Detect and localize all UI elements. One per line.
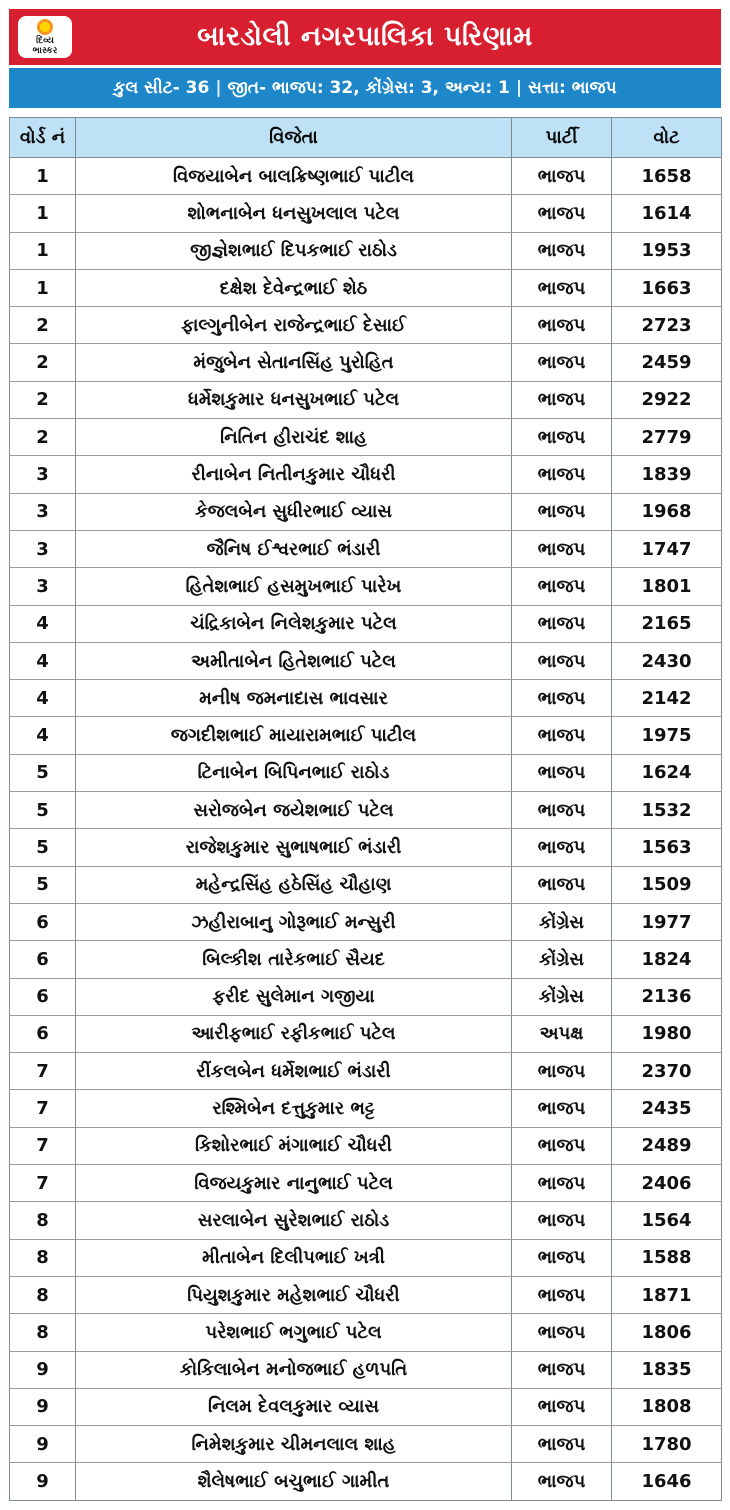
table-row [10, 1015, 722, 1052]
votes-cell: 1646 [612, 1463, 722, 1500]
party-cell: ભાજપ [512, 829, 612, 866]
party-cell: ભાજપ [512, 1388, 612, 1425]
table-row [10, 1165, 722, 1202]
ward-cell: 8 [10, 1202, 76, 1239]
party-cell: કોંગ્રેસ [512, 978, 612, 1015]
party-cell: ભાજપ [512, 1165, 612, 1202]
ward-cell: 5 [10, 866, 76, 903]
winner-cell: હિતેશભાઈ હસમુખભાઈ પારેખ [76, 568, 512, 605]
winner-cell: મહેન્દ્રસિંહ હઠેસિંહ ચૌહાણ [76, 866, 512, 903]
votes-cell: 2489 [612, 1127, 722, 1164]
party-cell: ભાજપ [512, 680, 612, 717]
winner-cell: રાજેશકુમાર સુભાષભાઈ ભંડારી [76, 829, 512, 866]
votes-cell: 1509 [612, 866, 722, 903]
separator: | [515, 78, 523, 98]
winner-cell: સરલાબેન સુરેશભાઈ રાઠોડ [76, 1202, 512, 1239]
winner-cell: મીતાબેન દિલીપભાઈ ખત્રી [76, 1239, 512, 1276]
party-in-power: સત્તા: ભાજપ [528, 78, 617, 98]
winner-cell: આરીફભાઈ રફીકભાઈ પટેલ [76, 1015, 512, 1052]
party-cell: ભાજપ [512, 1463, 612, 1500]
ward-cell: 1 [10, 269, 76, 306]
ward-cell: 4 [10, 642, 76, 679]
table-row [10, 1351, 722, 1388]
table-body [10, 158, 722, 1501]
table-row [10, 232, 722, 269]
winner-cell: અમીતાબેન હિતેશભાઈ પટેલ [76, 642, 512, 679]
ward-cell: 9 [10, 1388, 76, 1425]
party-cell: ભાજપ [512, 1276, 612, 1313]
ward-cell: 6 [10, 978, 76, 1015]
table-row [10, 605, 722, 642]
table-row [10, 307, 722, 344]
title-banner [9, 9, 721, 65]
ward-cell: 3 [10, 493, 76, 530]
votes-cell: 1824 [612, 941, 722, 978]
table-row [10, 568, 722, 605]
ward-cell: 8 [10, 1314, 76, 1351]
votes-cell: 2142 [612, 680, 722, 717]
votes-cell: 1839 [612, 456, 722, 493]
votes-cell: 2370 [612, 1053, 722, 1090]
winner-cell: વિજયાબેન બાલક્રિષ્ણભાઈ પાટીલ [76, 158, 512, 195]
party-cell: ભાજપ [512, 158, 612, 195]
winner-cell: કોકિલાબેન મનોજભાઈ હળપતિ [76, 1351, 512, 1388]
votes-cell: 1614 [612, 195, 722, 232]
party-cell: ભાજપ [512, 381, 612, 418]
winner-cell: રીનાબેન નિતીનકુમાર ચૌધરી [76, 456, 512, 493]
results-table [9, 117, 722, 1501]
ward-cell: 7 [10, 1165, 76, 1202]
winner-cell: મનીષ જમનાદાસ ભાવસાર [76, 680, 512, 717]
sun-icon [37, 19, 53, 35]
table-row [10, 1127, 722, 1164]
brand-logo [18, 16, 72, 58]
votes-cell: 2779 [612, 419, 722, 456]
votes-cell: 1808 [612, 1388, 722, 1425]
party-cell: ભાજપ [512, 754, 612, 791]
ward-cell: 6 [10, 941, 76, 978]
party-cell: ભાજપ [512, 195, 612, 232]
winner-cell: કિશોરભાઈ મંગાભાઈ ચૌધરી [76, 1127, 512, 1164]
party-cell: ભાજપ [512, 1239, 612, 1276]
winner-cell: જગદીશભાઈ માયારામભાઈ પાટીલ [76, 717, 512, 754]
votes-cell: 1871 [612, 1276, 722, 1313]
winner-cell: નિતિન હીરાચંદ શાહ [76, 419, 512, 456]
ward-cell: 2 [10, 381, 76, 418]
header-winner: વિજેતા [76, 118, 512, 158]
votes-cell: 2459 [612, 344, 722, 381]
winner-cell: ધર્મેશકુમાર ધનસુખભાઈ પટેલ [76, 381, 512, 418]
separator: | [215, 78, 222, 98]
logo-line-2: ભાસ્કર [32, 45, 58, 56]
votes-cell: 1780 [612, 1426, 722, 1463]
table-row [10, 1426, 722, 1463]
party-cell: ભાજપ [512, 493, 612, 530]
table-header-row [10, 118, 722, 158]
votes-cell: 1835 [612, 1351, 722, 1388]
table-row [10, 642, 722, 679]
party-cell: કોંગ્રેસ [512, 903, 612, 940]
table-row [10, 1202, 722, 1239]
party-cell: ભાજપ [512, 792, 612, 829]
winner-cell: નિલમ દેવલકુમાર વ્યાસ [76, 1388, 512, 1425]
ward-cell: 6 [10, 1015, 76, 1052]
ward-cell: 3 [10, 530, 76, 567]
party-cell: ભાજપ [512, 1426, 612, 1463]
table-row [10, 195, 722, 232]
table-row [10, 1314, 722, 1351]
party-cell: ભાજપ [512, 568, 612, 605]
ward-cell: 1 [10, 232, 76, 269]
votes-cell: 1658 [612, 158, 722, 195]
winner-cell: સરોજબેન જયેશભાઈ પટેલ [76, 792, 512, 829]
ward-cell: 9 [10, 1426, 76, 1463]
table-row [10, 717, 722, 754]
party-cell: ભાજપ [512, 307, 612, 344]
ward-cell: 5 [10, 754, 76, 791]
votes-cell: 1563 [612, 829, 722, 866]
votes-cell: 1977 [612, 903, 722, 940]
table-row [10, 344, 722, 381]
votes-cell: 1532 [612, 792, 722, 829]
party-cell: ભાજપ [512, 717, 612, 754]
ward-cell: 7 [10, 1127, 76, 1164]
winner-cell: પરેશભાઈ ભગુભાઈ પટેલ [76, 1314, 512, 1351]
winner-cell: રીંકલબેન ધર્મેશભાઈ ભંડારી [76, 1053, 512, 1090]
table-row [10, 381, 722, 418]
ward-cell: 1 [10, 158, 76, 195]
party-cell: અપક્ષ [512, 1015, 612, 1052]
party-cell: ભાજપ [512, 866, 612, 903]
votes-cell: 2406 [612, 1165, 722, 1202]
party-cell: ભાજપ [512, 344, 612, 381]
ward-cell: 2 [10, 344, 76, 381]
votes-cell: 2922 [612, 381, 722, 418]
ward-cell: 7 [10, 1053, 76, 1090]
winner-cell: ફાલ્ગુનીબેન રાજેન્દ્રભાઈ દેસાઈ [76, 307, 512, 344]
party-cell: ભાજપ [512, 269, 612, 306]
party-cell: ભાજપ [512, 530, 612, 567]
table-row [10, 1276, 722, 1313]
table-row [10, 680, 722, 717]
votes-cell: 1975 [612, 717, 722, 754]
winner-cell: ફરીદ સુલેમાન ગજીયા [76, 978, 512, 1015]
table-row [10, 1388, 722, 1425]
ward-cell: 4 [10, 717, 76, 754]
votes-cell: 2165 [612, 605, 722, 642]
page-title: બારડોલી નગરપાલિકા પરિણામ [197, 21, 533, 52]
ward-cell: 7 [10, 1090, 76, 1127]
winner-cell: બિલ્કીશ તારેકભાઈ સૈયદ [76, 941, 512, 978]
ward-cell: 4 [10, 605, 76, 642]
header-votes: વોટ [612, 118, 722, 158]
votes-cell: 2136 [612, 978, 722, 1015]
votes-cell: 1588 [612, 1239, 722, 1276]
ward-cell: 2 [10, 307, 76, 344]
winner-cell: શોભનાબેન ધનસુખલાલ પટેલ [76, 195, 512, 232]
party-cell: ભાજપ [512, 605, 612, 642]
header-ward: વોર્ડ નં [10, 118, 76, 158]
ward-cell: 4 [10, 680, 76, 717]
header-party: પાર્ટી [512, 118, 612, 158]
party-cell: ભાજપ [512, 1053, 612, 1090]
ward-cell: 8 [10, 1276, 76, 1313]
table-row [10, 158, 722, 195]
party-cell: ભાજપ [512, 419, 612, 456]
table-row [10, 419, 722, 456]
votes-cell: 1564 [612, 1202, 722, 1239]
winner-cell: ટિનાબેન બિપિનભાઈ રાઠોડ [76, 754, 512, 791]
party-cell: ભાજપ [512, 1314, 612, 1351]
ward-cell: 6 [10, 903, 76, 940]
table-row [10, 1090, 722, 1127]
ward-cell: 5 [10, 792, 76, 829]
table-row [10, 903, 722, 940]
winner-cell: મંજુબેન સેતાનસિંહ પુરોહિત [76, 344, 512, 381]
table-row [10, 941, 722, 978]
party-cell: ભાજપ [512, 1351, 612, 1388]
table-row [10, 1239, 722, 1276]
ward-cell: 1 [10, 195, 76, 232]
winner-cell: વિજયકુમાર નાનુભાઈ પટેલ [76, 1165, 512, 1202]
votes-cell: 2435 [612, 1090, 722, 1127]
table-row [10, 1463, 722, 1500]
table-row [10, 456, 722, 493]
party-cell: ભાજપ [512, 642, 612, 679]
votes-cell: 1968 [612, 493, 722, 530]
winner-cell: જૈનિષ ઈશ્વરભાઈ ભંડારી [76, 530, 512, 567]
winner-cell: ચંદ્રિકાબેન નિલેશકુમાર પટેલ [76, 605, 512, 642]
party-cell: ભાજપ [512, 1127, 612, 1164]
votes-cell: 1806 [612, 1314, 722, 1351]
table-row [10, 1053, 722, 1090]
party-cell: ભાજપ [512, 1202, 612, 1239]
table-row [10, 829, 722, 866]
winner-cell: ઝહીરાબાનુ ગોરૂભાઈ મન્સુરી [76, 903, 512, 940]
summary-bar [9, 68, 721, 108]
table-row [10, 269, 722, 306]
votes-cell: 1624 [612, 754, 722, 791]
party-cell: ભાજપ [512, 232, 612, 269]
logo-line-1: દિવ્ય [36, 35, 54, 46]
ward-cell: 3 [10, 456, 76, 493]
party-cell: કોંગ્રેસ [512, 941, 612, 978]
winner-cell: રશ્મિબેન દત્તુકુમાર ભટ્ટ [76, 1090, 512, 1127]
party-cell: ભાજપ [512, 1090, 612, 1127]
winner-cell: જીજ્ઞેશભાઈ દિપકભાઈ રાઠોડ [76, 232, 512, 269]
ward-cell: 9 [10, 1351, 76, 1388]
winner-cell: દક્ષેશ દેવેન્દ્રભાઈ શેઠ [76, 269, 512, 306]
table-row [10, 754, 722, 791]
table-row [10, 978, 722, 1015]
votes-cell: 1747 [612, 530, 722, 567]
winner-cell: શૈલેષભાઈ બચુભાઈ ગામીત [76, 1463, 512, 1500]
table-row [10, 530, 722, 567]
votes-cell: 2723 [612, 307, 722, 344]
ward-cell: 3 [10, 568, 76, 605]
total-seats: કુલ સીટ- 36 [113, 78, 210, 98]
votes-cell: 1953 [612, 232, 722, 269]
ward-cell: 2 [10, 419, 76, 456]
table-row [10, 493, 722, 530]
seats-won: જીત- ભાજપ: 32, કોંગ્રેસ: 3, અન્ય: 1 [227, 78, 510, 98]
ward-cell: 8 [10, 1239, 76, 1276]
ward-cell: 5 [10, 829, 76, 866]
winner-cell: નિમેશકુમાર ચીમનલાલ શાહ [76, 1426, 512, 1463]
votes-cell: 1801 [612, 568, 722, 605]
table-row [10, 866, 722, 903]
party-cell: ભાજપ [512, 456, 612, 493]
votes-cell: 1663 [612, 269, 722, 306]
table-row [10, 792, 722, 829]
votes-cell: 2430 [612, 642, 722, 679]
votes-cell: 1980 [612, 1015, 722, 1052]
winner-cell: કેજલબેન સુધીરભાઈ વ્યાસ [76, 493, 512, 530]
ward-cell: 9 [10, 1463, 76, 1500]
winner-cell: પિયુશકુમાર મહેશભાઈ ચૌધરી [76, 1276, 512, 1313]
